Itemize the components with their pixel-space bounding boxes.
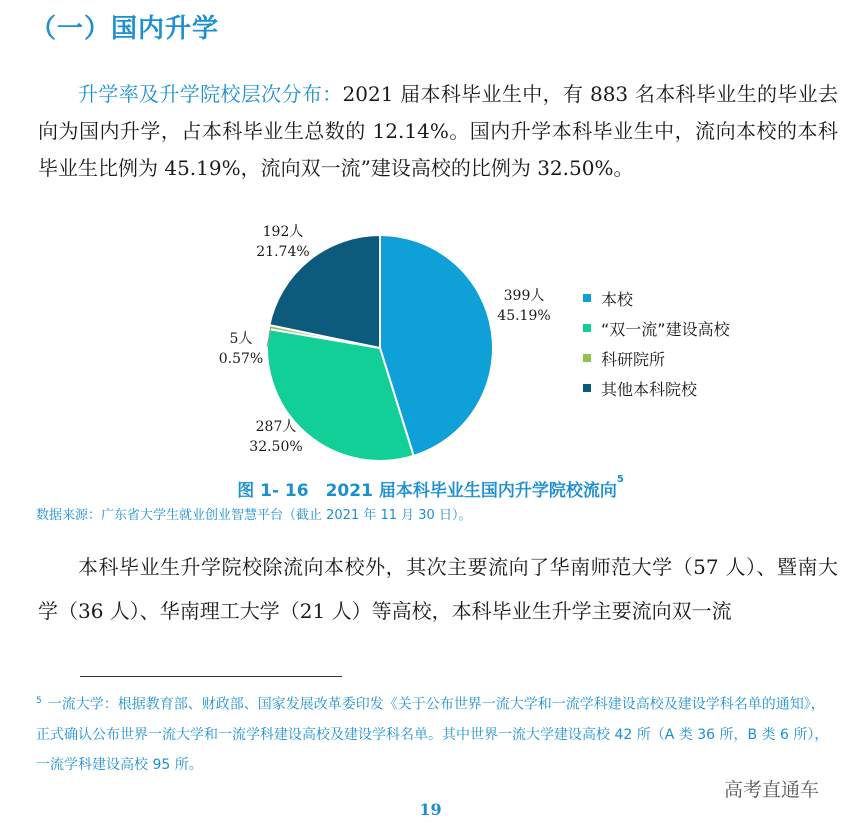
watermark: 高考直通车 — [724, 779, 820, 801]
caption-text: 图 1- 16 2021 届本科毕业生国内升学院校流向 — [237, 481, 617, 501]
legend-swatch — [583, 384, 591, 392]
paragraph-lead: 升学率及升学院校层次分布： — [78, 82, 343, 106]
page-number: 19 — [419, 800, 442, 819]
paragraph-text: 2021 届本科毕业生中，有 883 名本科毕业生的毕业去向为国内升学，占本科毕业生总数的 12.14%。国内升学本科毕业生中，流向本校的本科毕业生比例为 45.19%，流向双一流”建设高校的比例为 32.50%。 — [38, 82, 838, 180]
figure-caption — [0, 476, 861, 501]
slice-count-label: 192人 — [262, 224, 304, 240]
intro-paragraph — [38, 76, 838, 187]
legend-label: “双一流”建设高校 — [601, 319, 730, 339]
chart-legend — [583, 283, 730, 403]
footnote — [36, 686, 836, 780]
section-heading: （一）国内升学 — [30, 14, 220, 44]
legend-swatch — [583, 354, 591, 362]
legend-item-benxiao — [583, 283, 730, 313]
caption-footnote-mark: 5 — [616, 474, 624, 485]
pie-chart — [200, 218, 570, 473]
legend-swatch — [583, 294, 591, 302]
slice-percent-label: 21.74% — [256, 244, 310, 260]
slice-count-label: 5人 — [229, 331, 253, 347]
slice-percent-label: 32.50% — [249, 439, 303, 455]
legend-label: 其他本科院校 — [601, 379, 698, 399]
slice-count-label: 287人 — [255, 419, 297, 435]
slice-percent-label: 0.57% — [218, 351, 264, 367]
footnote-text: 一流大学：根据教育部、财政部、国家发展改革委印发《关于公布世界一流大学和一流学科建设高校及建设学科名单的通知》，正式确认公布世界一流大学和一流学科建设高校及建设学科名单。其中世界一流大学建设高校 42 所（A 类 36 所，B 类 6 所），一流学科建设高校 95 所。 — [36, 696, 829, 773]
legend-item-keyanyuansuo — [583, 343, 730, 373]
legend-swatch — [583, 324, 591, 332]
legend-label: 科研院所 — [601, 349, 666, 369]
legend-label: 本校 — [601, 289, 634, 309]
legend-item-qita — [583, 373, 730, 403]
slice-percent-label: 45.19% — [497, 308, 551, 324]
footnote-mark: 5 — [36, 696, 42, 706]
data-source: 数据来源：广东省大学生就业创业智慧平台（截止 2021 年 11 月 30 日）。 — [36, 508, 472, 523]
legend-item-shuangyiliu — [583, 313, 730, 343]
body-paragraph: 本科毕业生升学院校除流向本校外，其次主要流向了华南师范大学（57 人）、暨南大学（36 人）、华南理工大学（21 人）等高校，本科毕业生升学主要流向双一流 — [38, 555, 838, 623]
footnote-divider — [80, 676, 342, 677]
slice-count-label: 399人 — [503, 288, 545, 304]
